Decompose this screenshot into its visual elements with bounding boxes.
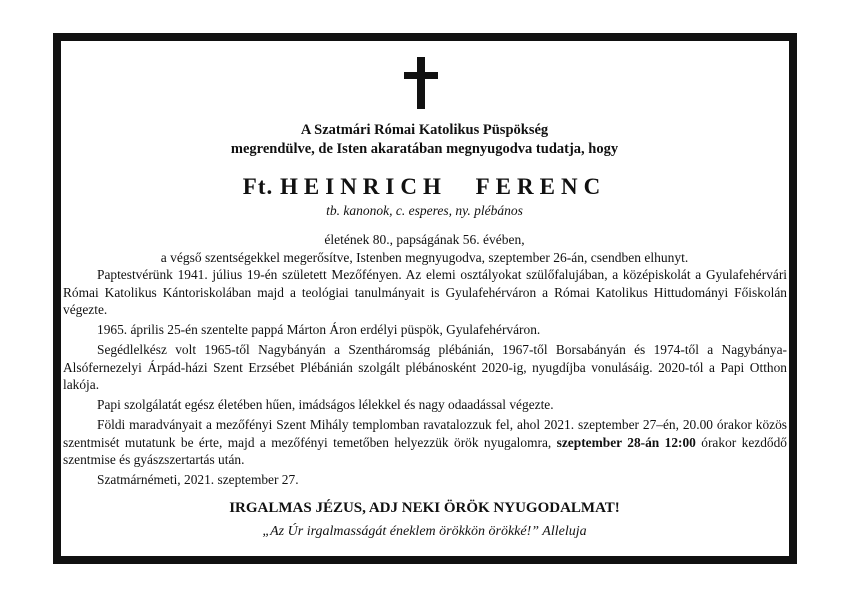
place-and-date: Szatmárnémeti, 2021. szeptember 27. [97,472,299,487]
biography [63,266,787,491]
funeral-date-time: szeptember 28-án 12:00 [556,434,696,450]
org-line-1: A Szatmári Római Katolikus Püspökség [300,122,549,138]
funeral-text-a: Földi maradványait a mezőfényi Szent Mihály templomban ravatalozzuk fel, ahol 2021. szeptember 27–én, 20.00 órakor közös szentmisét mutatunk be érte, majd a mezőfényi temetőben helyezzük örök nyugalomra, [63,417,787,450]
bio-paragraph-service: Segédlelkész volt 1965-től Nagybányán a Szentháromság plébánián, 1967-től Borsabányán és 1974-től a Nagybánya-Alsófernezelyi Árpád-házi Szent Erzsébet Plébánián szolgált plébánosként 2020-ig, nyugdíjba vonulásáig. 2020-tól a Papi Otthon lakója. [63,342,787,392]
name-prefix: Ft. [242,174,274,199]
given-name: FERENC [475,174,607,199]
bio-paragraph-birth: Paptestvérünk 1941. július 19-én született Mezőfényen. Az elemi osztályokat szülőfalujában, a középiskolát a Gyulafehérvári Római Katolikus Kántoriskolában majd a teológiai tanulmányait is Gyulafehérváron a Római Katolikus Hittudományi Főiskolán végezte. [63,267,787,317]
bio-paragraph-funeral [63,416,787,469]
cross-icon [404,57,438,109]
age-line-2: a végső szentségekkel megerősítve, Istenben megnyugodva, szeptember 26-án, csendben elhunyt. [160,250,689,265]
announcement-header [0,121,849,159]
surname: HEINRICH [280,174,447,199]
funeral-text-b: órakor kezdődő szentmise és gyászszertartás után. [63,434,787,467]
closing-quote: „Az Úr irgalmasságát éneklem örökkön örökké!” Alleluja [262,524,587,539]
bio-paragraph-devotion: Papi szolgálatát egész életében hűen, imádságos lélekkel és nagy odaadással végezte. [97,397,554,412]
motto: IRGALMAS JÉZUS, ADJ NEKI ÖRÖK NYUGODALMAT! [229,500,620,516]
deceased-titles: tb. kanonok, c. esperes, ny. plébános [326,203,523,218]
age-line-1: életének 80., papságának 56. évében, [324,232,525,247]
org-line-2: megrendülve, de Isten akaratában megnyugodva tudatja, hogy [230,141,619,157]
deceased-name [0,174,849,200]
bio-paragraph-ordination: 1965. április 25-én szentelte pappá Márton Áron erdélyi püspök, Gyulafehérváron. [97,322,541,337]
death-notice [0,231,849,267]
